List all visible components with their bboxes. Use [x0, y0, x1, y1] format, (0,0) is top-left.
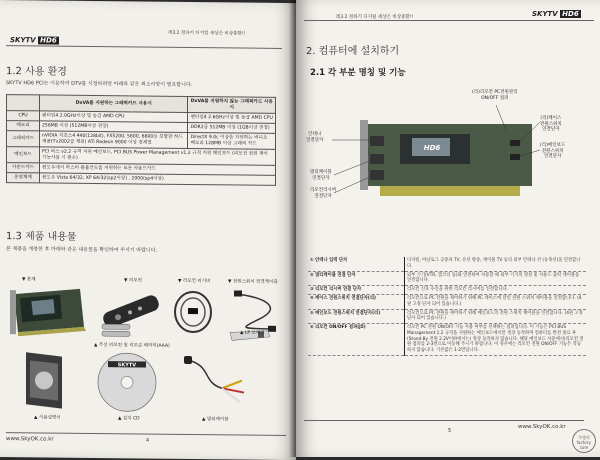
port-desc: 리모컨 PC 전원 ON/OFF 기능 사용 여부를 선택하는 점퍼입니다. 이 기능은 PCI BUS Management 1.2 규격을 지원하는 메인보드에서만 정상 동작하며 컴퓨터를 완전 종료 후(Stand-By 전원 2.2V이하에서는) 정상 동작하지 않습니다. 해당 메인보드 사용에서(리모컨 전원 점퍼를 2-3번으로 이동해 주시기 바랍니다. 이 경우에는 리모컨 전원 ON/OFF 기능은 작동하지 않습니다. 기본값은 1-2번입니다. [405, 324, 587, 355]
table-row [308, 257, 586, 271]
port-name: ② 멀티케이블 연결 단자 [308, 271, 405, 286]
table-cell: 윈도우 Vista 64/32, XP 64/32(sp2이상) , 2000(sp4이상) [40, 173, 276, 185]
port-desc: 리모컨으로 PC 전원을 제어하기 위해 메인보드의 전원 스위치 케이블을 연결합니다. (4핀 고정 단자 되어 있습니다.) [405, 309, 587, 324]
table-cell: 그래픽카드 [7, 131, 40, 147]
brand-logo: SKYTV HD6 [532, 10, 579, 18]
header-slogan: 레3.2 정하기 디지털 세상은 비상충환!! [336, 15, 414, 20]
item-caption: ▲ 멀티케이블 [202, 417, 229, 423]
left-page [0, 0, 296, 460]
svg-text:SKYTV: SKYTV [117, 362, 137, 369]
table-cell: 펜티엄4 2.6GHz이상 및 동급 AMD CPU [188, 112, 276, 123]
item-caption: ▲ LP 브래킷 [240, 330, 265, 336]
section-title: 2. 컴퓨터에 설치하기 [306, 46, 400, 57]
item-caption: ▼ 전원스위치 연결케이블 [228, 279, 278, 285]
port-name: ③ 리모컨 리시버 연결 단자 [308, 286, 405, 295]
section-intro: SKYTV HD6 PCI는 이용하여 DTV를 시청하려면 아래와 같은 최소사양이 필요합니다. [6, 80, 193, 89]
port-desc: 디지털, 아날로그 공중파 TV, 유선 방송, 케이블 TV 등의 외부 안테나 선 (동축선)을 연결합니다. [405, 257, 587, 271]
subsection-title: 2.1 각 부분 명칭 및 기능 [310, 68, 406, 78]
table-row [308, 295, 586, 310]
table-cell: PCI 버스 v2.2 규격 지원 메인보드, PCI BUS Power Management v1.2 규격 지원 메인보드 (리모컨 전원 제어 기능사용 시 필수) [40, 147, 276, 165]
footer-rule [6, 432, 286, 436]
table-cell: DDR2급 512MB 이상 (1GB이상 권장) [188, 122, 276, 133]
batteries-photo [100, 321, 136, 339]
section2-intro: 본 제품을 개봉한 후 아래와 같은 내용물을 확인하여 주시기 바랍니다. [6, 246, 158, 254]
item-caption: ▼ 리모컨 리시버 [178, 278, 211, 285]
port-desc: 리모컨 신호 수신을 위한 리모컨 리시버를 연결합니다. [405, 286, 587, 295]
install-cd-photo [92, 351, 162, 414]
table-cell: nVIDIA 지포스4 440(128bit), FX5200, 5600, 6600등 포함한 하드 제품(Tv2002급 제외) ATi Radeon 9000 이상 전계열 [40, 131, 188, 149]
multi-cable-photo [182, 352, 252, 413]
footer-url: www.SkyOK.co.kr [6, 436, 54, 443]
header-rule [6, 45, 282, 49]
item-caption: ▲ 무선 리모컨 및 리모콘 배터리(AAA) [94, 342, 170, 349]
table-row [308, 324, 586, 355]
port-name: ④ 케이스 전원스위치 연결단자(리) [308, 295, 405, 310]
tv-card-photo [10, 286, 88, 337]
label-remote-rx: 리모컨리시버 연결단자 [310, 188, 337, 199]
item-caption: ▲ 사용설명서 [34, 415, 61, 421]
table-header: DxVA를 지원하지 않는 그래픽카드 사용시 [188, 96, 276, 113]
table-header [7, 95, 40, 111]
footer-rule [304, 420, 584, 421]
page-number: 4 [146, 437, 150, 444]
port-name: ⑥ 리모컨 ON/OFF 점퍼(J5) [308, 324, 405, 355]
label-antenna-in: 안테나 연결단자 [306, 132, 324, 143]
table-cell: DirectX 9.0c 이상을 지원하는 비디오 메모리 128MB 이상 그래픽 카드 [188, 132, 276, 149]
watermark-stamp: 주방의 factory. com [572, 429, 596, 453]
table-cell: 메인보드 [7, 147, 40, 163]
brand-logo: SKYTV HD6 [10, 36, 57, 45]
port-desc: 외부 기기(VTR, 캠코더 등)와 연결하여 사용할 때 외부 기기의 영상 및 사운드 출력 케이블을 연결합니다. [405, 271, 587, 286]
manual-photo [22, 350, 68, 410]
port-desc: 리모컨으로 PC 전원을 제어하기 위해 PC 케이스에 달린 전원 스위치 케이블을 연결합니다. (4핀 고정 단자 되어 있습니다.) [405, 295, 587, 310]
table-cell: 운영체제 [7, 173, 40, 183]
port-name: ① 안테나 입력 단자 [308, 257, 405, 271]
table-cell: CPU [7, 111, 40, 121]
table-cell: 사운드카드 [7, 163, 40, 173]
right-page [296, 0, 600, 457]
table-cell: 윈도우에서 마스터 볼륨컨트롤 지원하는 모든 사운드카드 [40, 163, 276, 175]
section-title: 1.2 사용 환경 [6, 66, 67, 78]
footer-url: www.SkyOK.co.kr [518, 424, 566, 430]
table-header: DxVA를 지원하는 그래픽카드 사용시 [40, 95, 188, 113]
label-pc-power: (리)케이스 전원스위치 연결단자 [540, 116, 562, 132]
item-caption: ▼ 리모컨 [124, 278, 142, 284]
label-multi-out: 멀티케이블 연결단자 [310, 170, 332, 181]
page-number: 5 [448, 428, 452, 434]
item-caption: ▲ 설치 CD [118, 416, 140, 422]
requirements-table [6, 94, 276, 186]
table-cell: 펜티엄4 2.0GHz이상 및 동급 AMD CPU [40, 111, 188, 123]
ports-table [308, 257, 586, 356]
table-cell: 256MB 이상 (512MB이상 권장) [40, 121, 188, 133]
label-power-switch: (리)리모컨 PC전원관리 ON/OFF 점퍼 [472, 90, 518, 101]
header-slogan: 레3.2 정하기 디지털 세상은 비상충환!! [168, 30, 246, 37]
callout-lines [296, 0, 600, 240]
item-caption: ▼ 본체 [22, 277, 36, 283]
table-row [308, 309, 586, 324]
table-row [308, 271, 586, 286]
table-row [7, 173, 276, 186]
label-board-power: (리)메인보드 전원스위치 연결단자 [540, 143, 566, 159]
table-row [308, 286, 586, 295]
port-name: ⑤ 메인보드 전원스위치 연결단자(리) [308, 309, 405, 324]
power-cable-photo [230, 288, 288, 333]
svg-text:HD6: HD6 [423, 144, 441, 152]
section2-title: 1.3 제품 내용물 [6, 231, 77, 243]
table-cell: 메모리 [7, 121, 40, 131]
receiver-photo [168, 286, 218, 337]
